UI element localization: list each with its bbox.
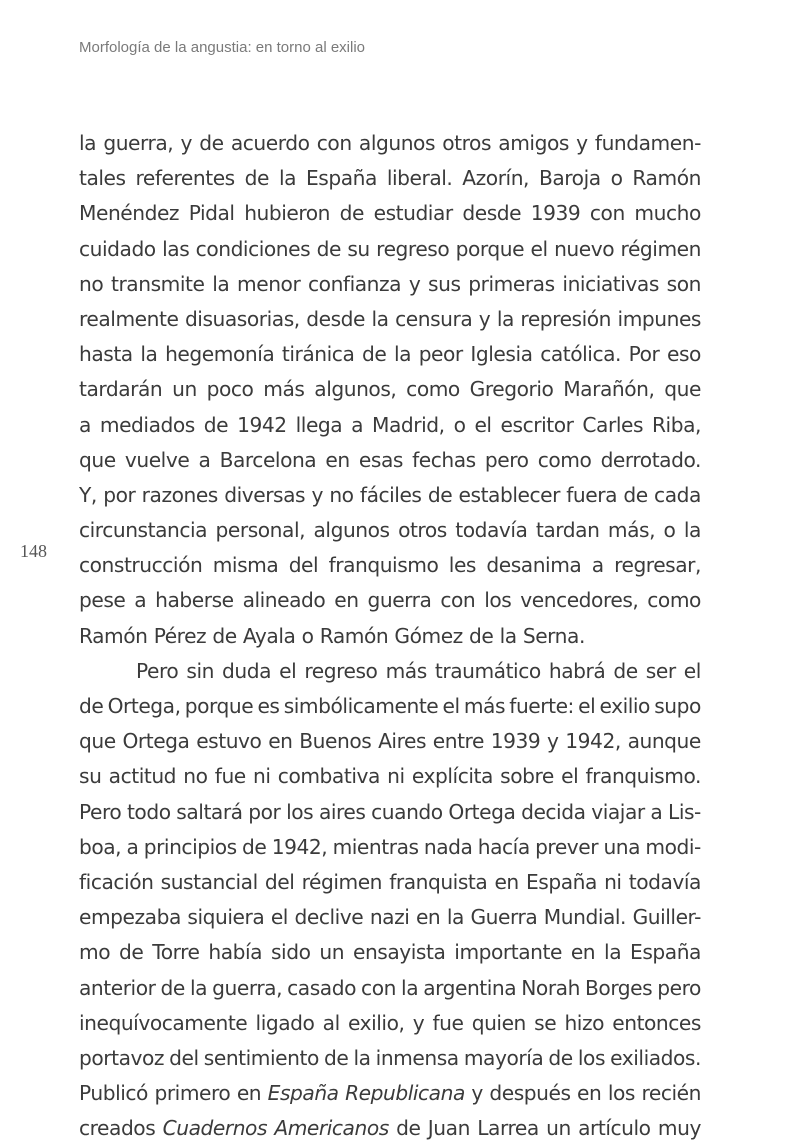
text-line: Pero todo saltará por los aires cuando Ortega decida viajar a Lis- — [79, 799, 701, 824]
text-line: creados Cuadernos Americanos de Juan Larrea un artículo muy — [79, 1116, 701, 1141]
text-line: cuidado las condiciones de su regreso porque el nuevo régimen — [79, 236, 701, 261]
running-header: Morfología de la angustia: en torno al exilio — [79, 39, 366, 56]
text-line: hasta la hegemonía tiránica de la peor Iglesia católica. Por eso — [79, 342, 701, 367]
text-line: de Ortega, porque es simbólicamente el más fuerte: el exilio supo — [79, 694, 701, 718]
text-line: portavoz del sentimiento de la inmensa mayoría de los exiliados. — [79, 1045, 701, 1070]
text-line: la guerra, y de acuerdo con algunos otros amigos y fundamen- — [79, 131, 701, 155]
text-line: a mediados de 1942 llega a Madrid, o el escritor Carles Riba, — [79, 412, 701, 437]
text-line: inequívocamente ligado al exilio, y fue quien se hizo entonces — [79, 1010, 701, 1035]
text-line: anterior de la guerra, casado con la argentina Norah Borges pero — [79, 975, 701, 1000]
text-line: ficación sustancial del régimen franquista en España ni todavía — [79, 869, 701, 894]
text-line: su actitud no fue ni combativa ni explícita sobre el franquismo. — [79, 764, 701, 789]
text-line: boa, a principios de 1942, mientras nada hacía prever una modi- — [79, 834, 701, 859]
text-line: realmente disuasorias, desde la censura y la represión impunes — [79, 306, 701, 331]
text-line: tardarán un poco más algunos, como Gregorio Marañón, que — [79, 377, 701, 402]
text-line: pese a haberse alineado en guerra con los vencedores, como — [79, 588, 701, 613]
text-line: Y, por razones diversas y no fáciles de establecer fuera de cada — [79, 482, 701, 507]
text-line: mo de Torre había sido un ensayista importante en la España — [79, 940, 701, 965]
text-line: que vuelve a Barcelona en esas fechas pero como derrotado. — [79, 447, 701, 472]
text-line: Pero sin duda el regreso más traumático habrá de ser el — [136, 658, 701, 683]
text-line: construcción misma del franquismo les desanima a regresar, — [79, 553, 701, 578]
text-line: circunstancia personal, algunos otros todavía tardan más, o la — [79, 518, 701, 543]
text-line: Ramón Pérez de Ayala o Ramón Gómez de la Serna. — [79, 623, 585, 648]
page-number: 148 — [20, 541, 47, 561]
text-line: Menéndez Pidal hubieron de estudiar desde 1939 con mucho — [79, 201, 701, 226]
text-line: no transmite la menor confianza y sus primeras iniciativas son — [79, 271, 701, 296]
text-line: Publicó primero en España Republicana y después en los recién — [79, 1081, 701, 1106]
text-line: que Ortega estuvo en Buenos Aires entre 1939 y 1942, aunque — [79, 729, 701, 754]
text-line: tales referentes de la España liberal. Azorín, Baroja o Ramón — [79, 166, 701, 191]
body-text — [79, 126, 701, 1146]
text-line: empezaba siquiera el declive nazi en la Guerra Mundial. Guiller- — [79, 905, 701, 930]
